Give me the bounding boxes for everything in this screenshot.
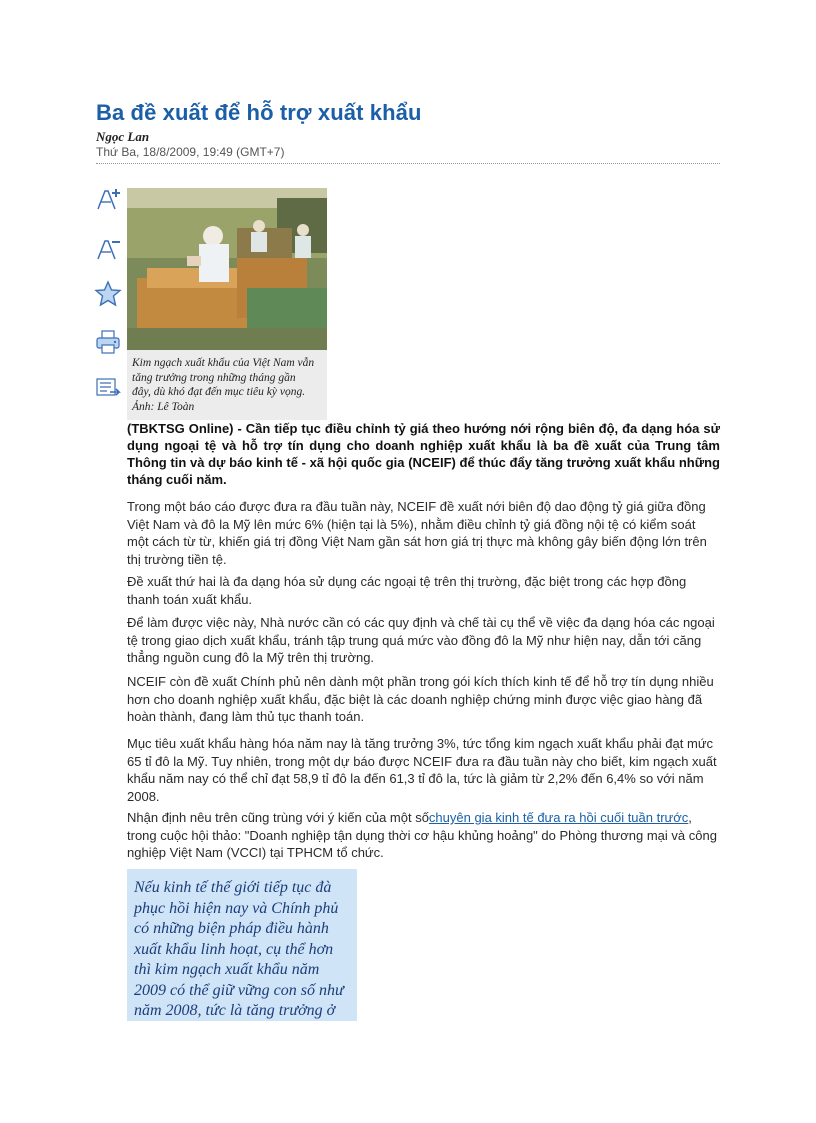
paragraph-4: NCEIF còn đề xuất Chính phủ nên dành một phần trong gói kích thích kinh tế để hỗ trợ tín dụng nhiều hơn cho doanh nghiệp xuất khẩu, đặc biệt là các doanh nghiệp chứng minh được việc giao hàng đã hoàn thành, đang làm thủ tục thanh toán. [127, 674, 714, 724]
pull-quote-box [127, 869, 357, 1021]
paragraph-6-text: Nhận định nêu trên cũng trùng với ý kiến của một số [127, 810, 429, 825]
print-icon[interactable] [94, 328, 122, 356]
star-icon[interactable] [94, 280, 122, 308]
article-date: Thứ Ba, 18/8/2009, 19:49 (GMT+7) [96, 145, 285, 159]
paragraph-3: Để làm được việc này, Nhà nước cần có các quy định và chế tài cụ thể về việc đa dạng hóa các ngoại tệ trong giao dịch xuất khẩu, tránh tập trung quá mức vào đồng đô la Mỹ như hiện nay, dẫn tới căng thẳng nguồn cung đô la Mỹ trên thị trường. [127, 615, 715, 665]
article-lead: (TBKTSG Online) - Cần tiếp tục điều chỉnh tỷ giá theo hướng nới rộng biên độ, đa dạng hóa sử dụng ngoại tệ và hỗ trợ tín dụng cho doanh nghiệp xuất khẩu là ba đề xuất của Trung tâm Thông tin và dự báo kinh tế - xã hội quốc gia (NCEIF) để thúc đẩy tăng trưởng xuất khẩu những tháng cuối năm. [127, 421, 720, 487]
paragraph-6 [127, 809, 719, 862]
factory-photo [127, 188, 327, 350]
increase-font-icon[interactable] [94, 186, 122, 214]
paragraph-5: Mục tiêu xuất khẩu hàng hóa năm nay là tăng trưởng 3%, tức tổng kim ngạch xuất khẩu phải đạt mức 65 tỉ đô la Mỹ. Tuy nhiên, trong một dự báo được NCEIF đưa ra đầu tuần này cho biết, kim ngạch xuất khẩu năm nay có thể chỉ đạt 58,9 tỉ đô la đến 61,3 tỉ đô la, tức là giảm từ 2,2% đến 6,4% so với năm 2008. [127, 736, 717, 804]
related-article-link[interactable]: chuyên gia kinh tế đưa ra hồi cuối tuần trước [428, 810, 689, 825]
article-photo-box [127, 188, 327, 420]
article-author: Ngọc Lan [96, 129, 150, 144]
header-divider [96, 163, 720, 164]
paragraph-1: Trong một báo cáo được đưa ra đầu tuần này, NCEIF đề xuất nới biên độ dao động tỷ giá giữa đồng Việt Nam và đô la Mỹ lên mức 6% (hiện tại là 5%), nhằm điều chỉnh tỷ giá đồng nội tệ có kiểm soát một cách từ từ, khiến giá trị đồng Việt Nam gần sát hơn giá trị thực mà không gây biến động lớn trên thị trường tiền tệ. [127, 499, 707, 567]
article-title: Ba đề xuất để hỗ trợ xuất khẩu [96, 100, 422, 125]
paragraph-6-tail: , trong cuộc hội thảo: "Doanh nghiệp tận dụng thời cơ hậu khủng hoảng" do Phòng thương mại và công nghiệp Việt Nam (VCCI) tại TPHCM tổ chức. [127, 810, 717, 860]
send-icon[interactable] [94, 374, 122, 402]
photo-caption: Kim ngạch xuất khẩu của Việt Nam vẫn tăng trưởng trong những tháng gần đây, dù khó đạt đến mục tiêu kỳ vọng. Ảnh: Lê Toàn [132, 357, 315, 413]
pull-quote-text: Nếu kinh tế thế giới tiếp tục đà phục hồi hiện nay và Chính phủ có những biện pháp điều hành xuất khẩu linh hoạt, cụ thể hơn thì kim ngạch xuất khẩu năm 2009 có thể giữ vững con số như năm 2008, tức là tăng trưởng ở [134, 879, 344, 1019]
paragraph-2: Đề xuất thứ hai là đa dạng hóa sử dụng các ngoại tệ trên thị trường, đặc biệt trong các hợp đồng thanh toán xuất khẩu. [127, 574, 687, 607]
decrease-font-icon[interactable] [94, 236, 122, 264]
